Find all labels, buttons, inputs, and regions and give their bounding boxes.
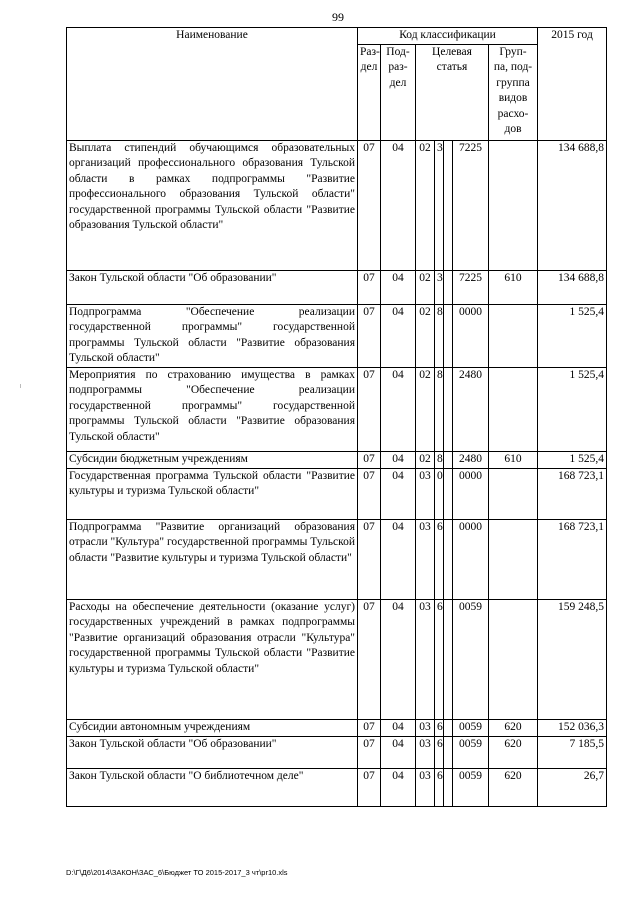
header-name: Наименование xyxy=(67,28,358,141)
header-podrazdel: Под- раз- дел xyxy=(381,44,416,140)
row-direction-code: 0059 xyxy=(453,719,489,736)
row-direction-code: 0000 xyxy=(453,468,489,519)
row-podrazdel: 04 xyxy=(381,768,416,806)
header-code-group: Код классификации xyxy=(358,28,538,45)
row-subprogram-code: 6 xyxy=(435,736,444,768)
row-name: Субсидии бюджетным учреждениям xyxy=(67,451,358,468)
row-podrazdel: 04 xyxy=(381,140,416,270)
row-program-code: 03 xyxy=(416,519,435,599)
row-code-spacer xyxy=(444,451,453,468)
row-name: Государственная программа Тульской области "Развитие культуры и туризма Тульской области" xyxy=(67,468,358,519)
row-expense-group: 620 xyxy=(489,768,538,806)
row-expense-group xyxy=(489,140,538,270)
row-razdel: 07 xyxy=(358,519,381,599)
row-amount: 134 688,8 xyxy=(538,140,607,270)
row-amount: 134 688,8 xyxy=(538,270,607,304)
row-program-code: 03 xyxy=(416,719,435,736)
row-subprogram-code: 6 xyxy=(435,768,444,806)
row-subprogram-code: 6 xyxy=(435,519,444,599)
row-direction-code: 0059 xyxy=(453,768,489,806)
row-subprogram-code: 6 xyxy=(435,719,444,736)
row-program-code: 03 xyxy=(416,599,435,719)
row-subprogram-code: 0 xyxy=(435,468,444,519)
row-razdel: 07 xyxy=(358,270,381,304)
row-direction-code: 2480 xyxy=(453,451,489,468)
header-group: Груп- па, под- группа видов расхо- дов xyxy=(489,44,538,140)
row-amount: 1 525,4 xyxy=(538,367,607,451)
row-name: Мероприятия по страхованию имущества в рамках подпрограммы "Обеспечение реализации государственной программы" государственной программы Тульской области "Развитие образования Тульской области" xyxy=(67,367,358,451)
row-amount: 1 525,4 xyxy=(538,451,607,468)
footer-path: D:\Г\Д6\2014\ЗАКОН\ЗАС_6\Бюджет ТО 2015-2017_3 чт\pr10.xls xyxy=(66,868,288,877)
row-podrazdel: 04 xyxy=(381,304,416,367)
row-expense-group xyxy=(489,599,538,719)
table-row xyxy=(67,304,607,367)
row-code-spacer xyxy=(444,768,453,806)
row-amount: 7 185,5 xyxy=(538,736,607,768)
row-razdel: 07 xyxy=(358,451,381,468)
table-row xyxy=(67,736,607,768)
row-subprogram-code: 3 xyxy=(435,140,444,270)
row-podrazdel: 04 xyxy=(381,736,416,768)
row-direction-code: 7225 xyxy=(453,270,489,304)
row-program-code: 02 xyxy=(416,367,435,451)
table-row xyxy=(67,768,607,806)
row-expense-group xyxy=(489,519,538,599)
row-razdel: 07 xyxy=(358,468,381,519)
row-name: Закон Тульской области "Об образовании" xyxy=(67,270,358,304)
table-row xyxy=(67,468,607,519)
row-amount: 168 723,1 xyxy=(538,468,607,519)
row-name: Закон Тульской области "Об образовании" xyxy=(67,736,358,768)
row-program-code: 03 xyxy=(416,768,435,806)
row-direction-code: 2480 xyxy=(453,367,489,451)
row-podrazdel: 04 xyxy=(381,270,416,304)
row-razdel: 07 xyxy=(358,768,381,806)
row-razdel: 07 xyxy=(358,367,381,451)
margin-mark xyxy=(20,384,21,388)
header-row-top xyxy=(67,28,607,45)
row-direction-code: 0059 xyxy=(453,736,489,768)
row-razdel: 07 xyxy=(358,304,381,367)
row-subprogram-code: 8 xyxy=(435,304,444,367)
row-code-spacer xyxy=(444,519,453,599)
row-program-code: 03 xyxy=(416,736,435,768)
row-code-spacer xyxy=(444,599,453,719)
row-code-spacer xyxy=(444,140,453,270)
row-direction-code: 0000 xyxy=(453,519,489,599)
row-program-code: 03 xyxy=(416,468,435,519)
budget-table xyxy=(66,27,607,807)
row-code-spacer xyxy=(444,304,453,367)
row-code-spacer xyxy=(444,719,453,736)
row-code-spacer xyxy=(444,367,453,451)
row-direction-code: 0000 xyxy=(453,304,489,367)
row-expense-group xyxy=(489,304,538,367)
row-name: Подпрограмма "Обеспечение реализации государственной программы" государственной программы Тульской области "Развитие образования Тульской области" xyxy=(67,304,358,367)
row-name: Закон Тульской области "О библиотечном деле" xyxy=(67,768,358,806)
table-row xyxy=(67,599,607,719)
row-podrazdel: 04 xyxy=(381,599,416,719)
row-code-spacer xyxy=(444,270,453,304)
row-razdel: 07 xyxy=(358,719,381,736)
page-number: 99 xyxy=(332,10,344,24)
row-name: Выплата стипендий обучающимся образовательных организаций профессионального образования Тульской области в рамках подпрограммы "Развитие профессионального образования Тульской области" государственной программы Тульской области "Развитие образования Тульской области" xyxy=(67,140,358,270)
row-program-code: 02 xyxy=(416,140,435,270)
header-year: 2015 год xyxy=(538,28,607,141)
row-direction-code: 0059 xyxy=(453,599,489,719)
row-code-spacer xyxy=(444,468,453,519)
row-razdel: 07 xyxy=(358,736,381,768)
row-expense-group xyxy=(489,367,538,451)
row-expense-group: 610 xyxy=(489,451,538,468)
row-subprogram-code: 8 xyxy=(435,367,444,451)
header-razdel: Раз- дел xyxy=(358,44,381,140)
table-row xyxy=(67,451,607,468)
row-name: Подпрограмма "Развитие организаций образования отрасли "Культура" государственной программы Тульской области "Развитие культуры и туризма Тульской области" xyxy=(67,519,358,599)
row-subprogram-code: 6 xyxy=(435,599,444,719)
row-code-spacer xyxy=(444,736,453,768)
row-podrazdel: 04 xyxy=(381,451,416,468)
row-podrazdel: 04 xyxy=(381,367,416,451)
row-expense-group xyxy=(489,468,538,519)
row-podrazdel: 04 xyxy=(381,519,416,599)
table-row xyxy=(67,367,607,451)
row-razdel: 07 xyxy=(358,140,381,270)
table-row xyxy=(67,719,607,736)
row-podrazdel: 04 xyxy=(381,468,416,519)
row-name: Субсидии автономным учреждениям xyxy=(67,719,358,736)
row-program-code: 02 xyxy=(416,304,435,367)
row-subprogram-code: 3 xyxy=(435,270,444,304)
header-target-article: Целевая статья xyxy=(416,44,489,140)
row-amount: 159 248,5 xyxy=(538,599,607,719)
row-direction-code: 7225 xyxy=(453,140,489,270)
row-razdel: 07 xyxy=(358,599,381,719)
row-amount: 26,7 xyxy=(538,768,607,806)
table-row xyxy=(67,140,607,270)
row-podrazdel: 04 xyxy=(381,719,416,736)
row-amount: 152 036,3 xyxy=(538,719,607,736)
row-amount: 1 525,4 xyxy=(538,304,607,367)
row-subprogram-code: 8 xyxy=(435,451,444,468)
row-expense-group: 610 xyxy=(489,270,538,304)
table-row xyxy=(67,519,607,599)
row-program-code: 02 xyxy=(416,270,435,304)
row-amount: 168 723,1 xyxy=(538,519,607,599)
row-name: Расходы на обеспечение деятельности (оказание услуг) государственных учреждений в рамках подпрограммы "Развитие организаций образования отрасли "Культура" государственной программы Тульской области "Развитие культуры и туризма Тульской области" xyxy=(67,599,358,719)
row-expense-group: 620 xyxy=(489,736,538,768)
row-program-code: 02 xyxy=(416,451,435,468)
table-row xyxy=(67,270,607,304)
row-expense-group: 620 xyxy=(489,719,538,736)
